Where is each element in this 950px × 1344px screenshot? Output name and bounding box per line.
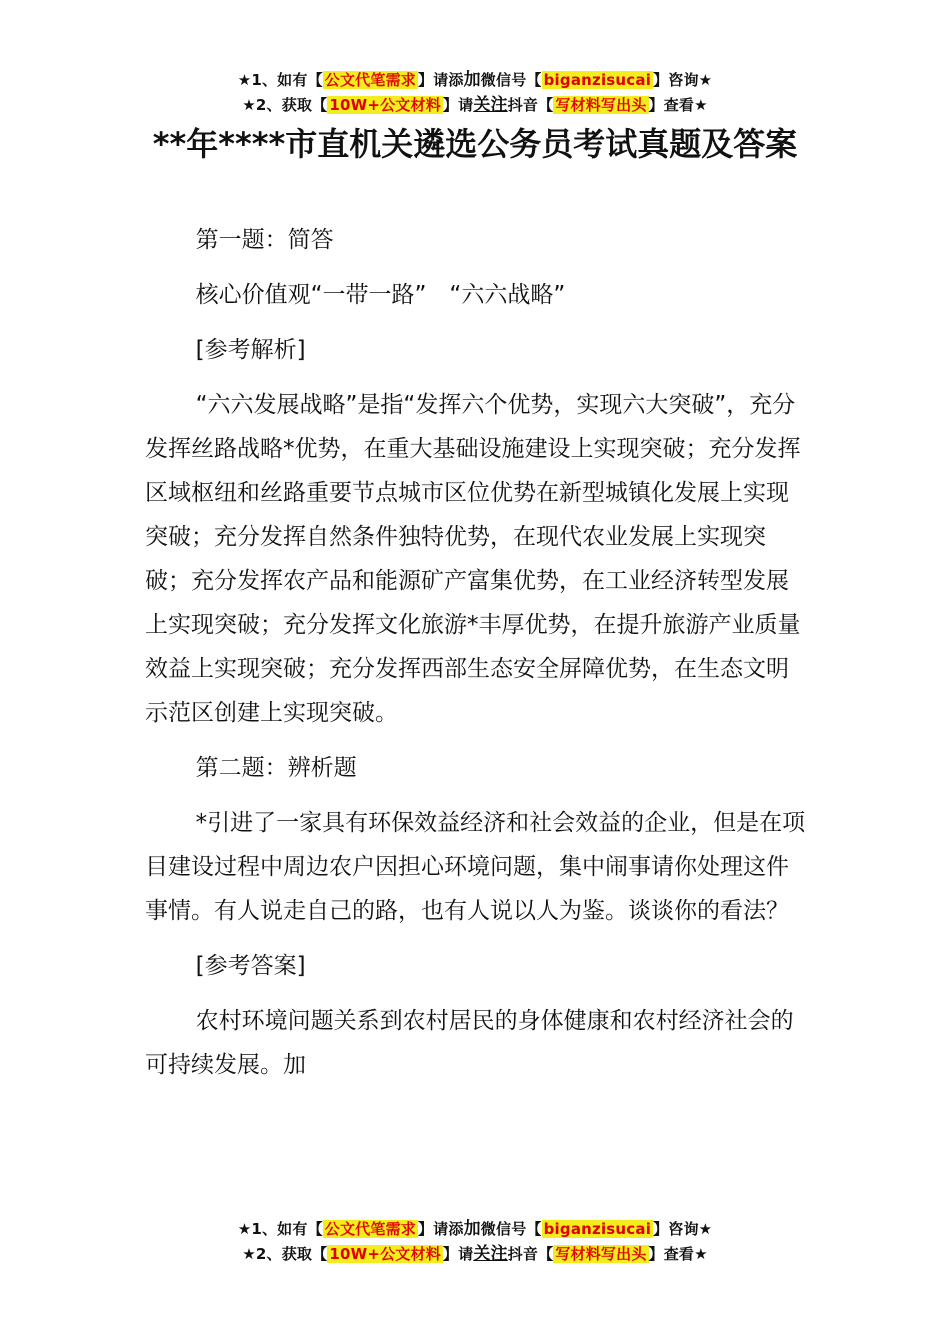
banner-text-emphasis: 加 bbox=[463, 70, 481, 90]
banner-highlight-service: 公文代笔需求 bbox=[324, 71, 416, 89]
banner-text: ★2、获取【 bbox=[242, 1245, 328, 1263]
banner-text: 】查看★ bbox=[648, 96, 708, 114]
question-1-text: 核心价值观“一带一路” “六六战略” bbox=[195, 282, 566, 308]
banner-text: 】咨询★ bbox=[653, 1220, 713, 1238]
question-2-text: *引进了一家具有环保效益经济和社会效益的企业，但是在项目建设过程中周边农户因担心环境问题，集中闹事请你处理这件事情。有人说走自己的路，也有人说以人为鉴。谈谈你的看法？ bbox=[145, 810, 806, 924]
top-banner bbox=[0, 68, 950, 118]
banner-highlight-materials: 10W+公文材料 bbox=[329, 1245, 441, 1263]
question-1-reference-label: [参考解析] bbox=[195, 337, 306, 363]
banner-text: 抖音【 bbox=[507, 96, 554, 114]
question-2-reference-label: [参考答案] bbox=[195, 953, 306, 979]
banner-line-2 bbox=[0, 1242, 950, 1267]
banner-text: 】请 bbox=[442, 1245, 474, 1263]
banner-line-1 bbox=[0, 68, 950, 93]
banner-text-follow: 关注 bbox=[473, 95, 508, 115]
banner-text: 微信号【 bbox=[480, 1220, 542, 1238]
banner-text: 微信号【 bbox=[480, 71, 542, 89]
banner-text-emphasis: 加 bbox=[463, 1219, 481, 1239]
question-2-heading: 第二题：辨析题 bbox=[195, 755, 357, 781]
banner-highlight-douyin: 写材料写出头 bbox=[555, 1245, 647, 1263]
banner-text: 】请 bbox=[442, 96, 474, 114]
document-title: **年****市直机关遴选公务员考试真题及答案 bbox=[152, 125, 798, 163]
banner-text: ★2、获取【 bbox=[242, 96, 328, 114]
banner-highlight-wechat: biganzisucai bbox=[543, 1220, 652, 1238]
banner-text: 】请添 bbox=[417, 71, 464, 89]
document-body bbox=[145, 218, 807, 1098]
question-1-heading: 第一题：简答 bbox=[195, 227, 334, 253]
bottom-banner bbox=[0, 1217, 950, 1267]
banner-text: 】请添 bbox=[417, 1220, 464, 1238]
banner-highlight-douyin: 写材料写出头 bbox=[555, 96, 647, 114]
banner-text: 】咨询★ bbox=[653, 71, 713, 89]
banner-text: ★1、如有【 bbox=[237, 1220, 323, 1238]
banner-text: 】查看★ bbox=[648, 1245, 708, 1263]
banner-text-follow: 关注 bbox=[473, 1244, 508, 1264]
banner-highlight-wechat: biganzisucai bbox=[543, 71, 652, 89]
banner-highlight-service: 公文代笔需求 bbox=[324, 1220, 416, 1238]
question-1-answer: “六六发展战略”是指“发挥六个优势，实现六大突破”，充分发挥丝路战略*优势，在重大基础设施建设上实现突破；充分发挥区域枢纽和丝路重要节点城市区位优势在新型城镇化发展上实现突破；充分发挥自然条件独特优势，在现代农业发展上实现突破；充分发挥农产品和能源矿产富集优势，在工业经济转型发展上实现突破；充分发挥文化旅游*丰厚优势，在提升旅游产业质量效益上实现突破；充分发挥西部生态安全屏障优势，在生态文明示范区创建上实现突破。 bbox=[145, 392, 801, 726]
banner-highlight-materials: 10W+公文材料 bbox=[329, 96, 441, 114]
question-2-answer: 农村环境问题关系到农村居民的身体健康和农村经济社会的可持续发展。加 bbox=[145, 1008, 794, 1078]
banner-text: 抖音【 bbox=[507, 1245, 554, 1263]
banner-line-2 bbox=[0, 93, 950, 118]
banner-line-1 bbox=[0, 1217, 950, 1242]
banner-text: ★1、如有【 bbox=[237, 71, 323, 89]
